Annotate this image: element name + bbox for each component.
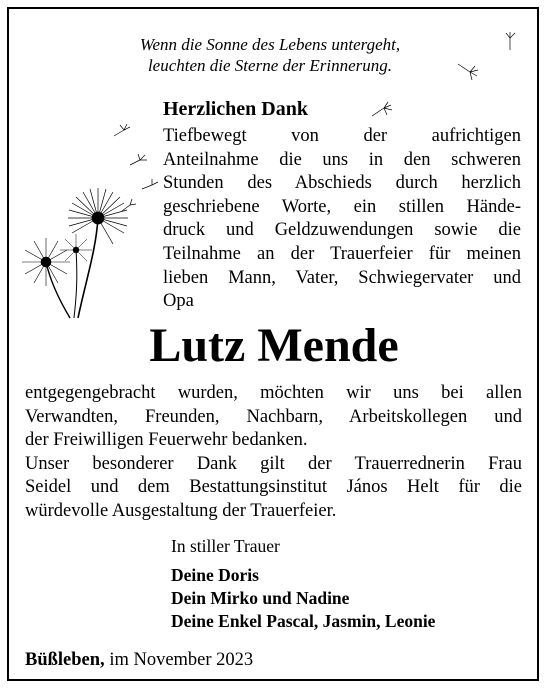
mourners [171,535,435,633]
dandelion-icon [20,90,170,330]
intro-line: Tiefbewegt von der aufrichtigen [163,126,521,146]
deceased-name: Lutz Mende [149,319,399,372]
motto-line-1: Wenn die Sonne des Lebens untergeht, [139,35,401,54]
footer [25,650,253,671]
body-line: entgegengebracht wurden, möchten wir uns bei allen [25,383,522,403]
intro-line: Teilnahme an der Trauerfeier für meinen [163,243,521,264]
footer-place: Büßleben, [25,650,105,670]
body-line: würdevolle Ausgestaltung der Trauerfeier. [25,500,337,521]
footer-date: im November 2023 [109,650,254,670]
body-line: Seidel und dem Bestattungsinstitut János Helt für die [25,477,522,498]
body-line: Unser besonderer Dank gilt der Trauerrednerin Frau [25,453,522,474]
seed-icon [456,60,486,84]
intro-line: Anteilnahme die uns in den schweren [163,149,521,170]
intro-line: Stunden des Abschieds durch herzlich [163,173,521,194]
mourner-name: Deine Enkel Pascal, Jasmin, Leonie [171,611,436,631]
intro-line: lieben Mann, Vater, Schwiegervater und [163,267,521,288]
mourners-intro: In stiller Trauer [171,536,280,556]
seed-icon [500,30,520,52]
intro-text [163,125,521,314]
mourner-name: Deine Doris [171,565,259,585]
mourner-name: Dein Mirko und Nadine [171,588,350,608]
intro-line: druck und Geldzuwendungen sowie die [163,220,521,241]
body-line: Verwandten, Freunden, Nachbarn, Arbeitskollegen und [25,406,522,427]
body-text [25,382,522,524]
seed-icon [370,100,400,120]
intro-line: Opa [163,291,194,312]
intro-line: geschriebene Worte, ein stillen Hände- [163,196,521,217]
body-line: der Freiwilligen Feuerwehr bedanken. [25,430,308,451]
heading: Herzlichen Dank [163,98,308,120]
motto-line-2: leuchten die Sterne der Erinnerung. [147,56,393,75]
